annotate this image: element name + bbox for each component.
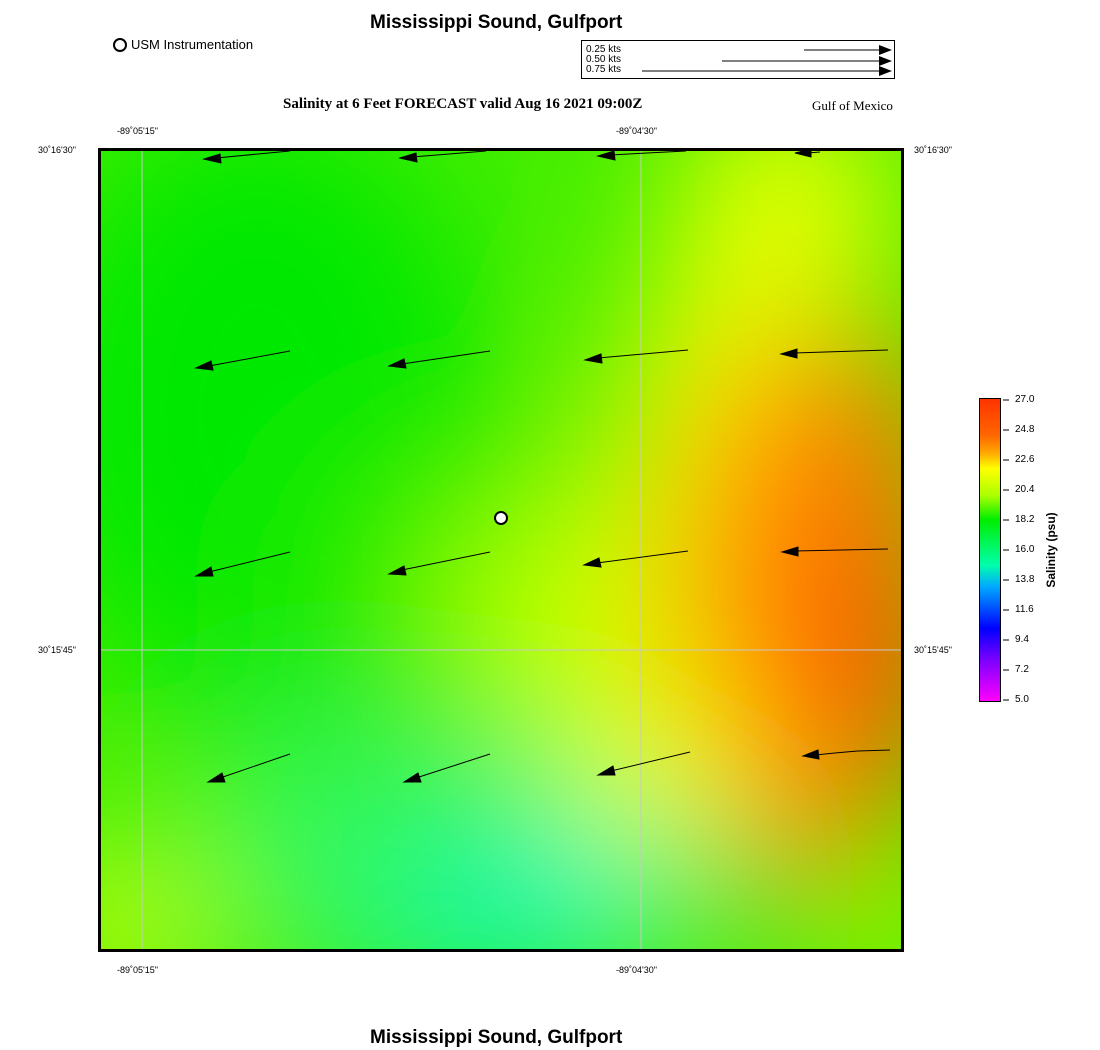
map-title-top: Mississippi Sound, Gulfport (370, 12, 623, 33)
salinity-field (98, 148, 904, 952)
cbar-tick-label: 13.8 (1015, 574, 1035, 585)
lon-tick-top-1: -89˚05'15" (117, 126, 158, 136)
scale-label-025: 0.25 kts (586, 44, 622, 55)
cbar-tick-label: 7.2 (1015, 664, 1029, 675)
colorbar-label: Salinity (psu) (1044, 512, 1058, 588)
scale-label-075: 0.75 kts (586, 64, 622, 75)
salinity-map (98, 148, 904, 952)
lat-tick-left-1: 30˚16'30" (38, 145, 76, 155)
cbar-tick-label: 18.2 (1015, 514, 1035, 525)
usm-instrument-marker (495, 512, 507, 524)
lon-tick-bottom-1: -89˚05'15" (117, 965, 158, 975)
cbar-tick-label: 9.4 (1015, 634, 1029, 645)
marker-legend-label: USM Instrumentation (131, 37, 254, 52)
map-subtitle: Salinity at 6 Feet FORECAST valid Aug 16 2021 09:00Z (283, 96, 643, 112)
usm-instrument-icon (113, 38, 127, 52)
cbar-tick-label: 22.6 (1015, 454, 1035, 465)
cbar-tick-label: 20.4 (1015, 484, 1035, 495)
map-title-bottom: Mississippi Sound, Gulfport (370, 1027, 623, 1048)
colorbar (979, 398, 1001, 702)
colorbar-gradient (979, 398, 1001, 702)
lon-tick-bottom-2: -89˚04'30" (616, 965, 657, 975)
cbar-tick-label: 24.8 (1015, 424, 1035, 435)
colorbar-tick-marks (1003, 394, 1015, 709)
cbar-tick-label: 27.0 (1015, 394, 1035, 405)
scale-arrow-050 (722, 56, 892, 66)
cbar-tick-label: 11.6 (1015, 604, 1034, 615)
colorbar-ticks (1003, 394, 1043, 709)
scale-label-050: 0.50 kts (586, 54, 622, 65)
cbar-tick-label: 16.0 (1015, 544, 1035, 555)
region-label: Gulf of Mexico (812, 98, 893, 113)
lat-tick-right-2: 30˚15'45" (914, 645, 952, 655)
scale-arrow-075 (642, 66, 892, 76)
scale-arrows (582, 41, 894, 78)
scale-arrow-025 (804, 45, 892, 55)
vector-scale-legend (581, 40, 895, 79)
lon-tick-top-2: -89˚04'30" (616, 126, 657, 136)
lat-tick-left-2: 30˚15'45" (38, 645, 76, 655)
lat-tick-right-1: 30˚16'30" (914, 145, 952, 155)
cbar-tick-label: 5.0 (1015, 694, 1029, 705)
